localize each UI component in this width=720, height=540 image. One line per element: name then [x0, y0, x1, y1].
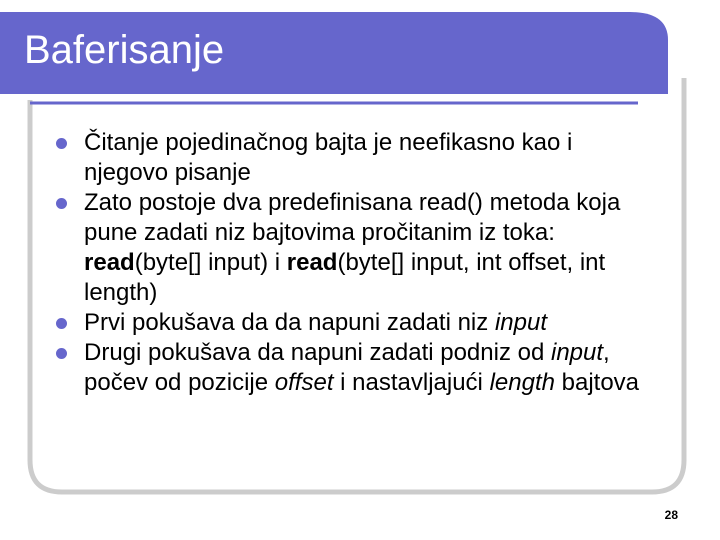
- bullet-text-segment: Zato postoje dva predefinisana read() metoda koja pune zadati niz bajtovima pročitanim iz toka:: [84, 189, 627, 246]
- bullet-text: [84, 339, 639, 396]
- bullet-dot-icon: [56, 348, 67, 359]
- page-number: 28: [664, 508, 678, 522]
- bullet-dot-icon: [56, 138, 67, 149]
- bullet-list: [56, 128, 656, 398]
- bullet-text-segment: (byte[] input) i: [134, 249, 287, 276]
- bullet-text-segment: i nastavljajući: [333, 369, 490, 396]
- bullet-text-segment: input: [551, 339, 604, 366]
- bullet-text: [84, 309, 547, 336]
- bullet-text-segment: , počev od pozicije: [84, 339, 617, 396]
- bullet-dot-icon: [56, 318, 67, 329]
- bullet-text-segment: (byte[] input, int offset, int length): [84, 249, 612, 306]
- bullet-dot-icon: [56, 198, 67, 209]
- bullet-text: [84, 189, 627, 306]
- bullet-text-segment: offset: [274, 369, 334, 396]
- bullet-text-segment: Čitanje pojedinačnog bajta je neefikasno kao i njegovo pisanje: [84, 129, 580, 186]
- bullet-text: [84, 129, 579, 186]
- bullet-item: [56, 128, 656, 188]
- bullet-text-segment: bajtova: [554, 369, 640, 396]
- bullet-text-segment: Prvi pokušava da da napuni zadati niz: [84, 309, 495, 336]
- bullet-text-segment: Drugi pokušava da napuni zadati podniz od: [84, 339, 551, 366]
- bullet-item: [56, 188, 656, 308]
- bullet-item: [56, 308, 656, 338]
- bullet-item: [56, 338, 656, 398]
- bullet-text-segment: read: [286, 249, 338, 276]
- bullet-text-segment: read: [84, 249, 135, 276]
- bullet-text-segment: length: [489, 369, 555, 396]
- bullet-text-segment: input: [494, 309, 547, 336]
- slide-title: Baferisanje: [24, 28, 225, 72]
